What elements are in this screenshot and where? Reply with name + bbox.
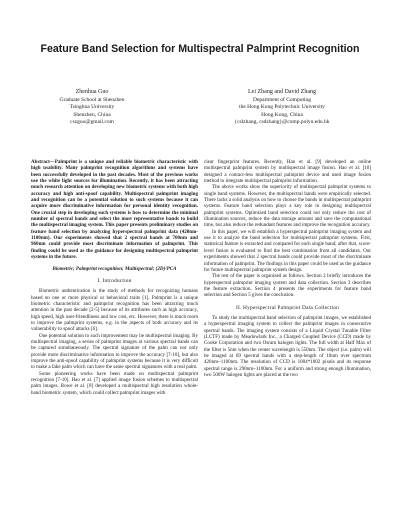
abstract: Abstract—Palmprint is a unique and reliable biometric characteristic with high usability. Many palmprint recognition algorithms and systems have been successfully developed in the past decades. Most of the previous works use the white light sources for illumination. Recently, it has been attracting much research attention on developing new biometric systems with both high accuracy and high anti-spoof capability. Multispectral palmprint imaging and recognition can be a potential solution to such systems because it can acquire more discriminative information for personal identity recognition. One crucial step in developing such systems is how to determine the minimal number of spectral bands and select the most representative bands to build the multispectral imaging system. This paper presents preliminary studies on feature band selection by analyzing hyperspectral palmprint data (420nm-1100nm). Our experiments showed that 2 spectral bands at 700nm and 960nm could provide most discriminate information of palmprint. This finding could be used as the guidance for designing multispectral palmprint systems in the future. bbox=[31, 159, 198, 261]
intro-paragraph: One potential solution to such improvement may be multispectral imaging. By multispectral imaging, a series of palmprint images at various spectral bands can be captured simultaneously. The spectral signature of the palm can not only provide more discriminative information to improve the accuracy [7-10], but also improve the anti-spoof capability of palmprint systems because it is very difficult to make a fake palm which can have the same spectral signatures with a real palm. bbox=[31, 332, 198, 371]
author-affiliation: Tsinghua University bbox=[69, 104, 115, 111]
author-location: Hong Kong, China bbox=[261, 111, 303, 118]
section-heading-data-collection: II. Hyperspectral Palmprint Data Collection bbox=[235, 304, 340, 311]
intro-paragraph: Some pioneering works have been made on multispectral palmprint recognition [7-10]. Hao et al. [7] applied image fusion schemes to multispectral palm images. Rowe et al. [8] developed a multispectral high resolution whole-hand biometric system, which could collect palmprint images with bbox=[31, 370, 198, 396]
author-affiliation: Department of Computing bbox=[252, 96, 312, 103]
author-name: Lei Zhang and David Zhang bbox=[248, 89, 316, 95]
author-location: Shenzhen, China bbox=[73, 111, 111, 118]
right-column bbox=[204, 159, 371, 378]
author-block-right bbox=[207, 89, 357, 127]
paper-title: Feature Band Selection for Multispectral Palmprint Recognition bbox=[40, 43, 360, 55]
author-email: {cslzhang, csdzhang}@comp.polyu.edu.hk bbox=[234, 119, 330, 126]
body-paragraph: The above works show the superiority of multispectral palmprint systems to single band systems. However, the multispectral bands were empirically selected. There lacks a solid analysis on how to choose the bands in multispectral palmprint systems. Feature band selection plays a key role in designing multispectral palmprint systems. Optimized band selection could not only reduce the cost of illumination sources, reduce the data storage amount and save the computational time, but also reduce the redundant features and improve the recognition accuracy. bbox=[204, 184, 371, 229]
left-column bbox=[31, 159, 198, 396]
body-paragraph: clear fingerprint features. Recently, Han et al. [9] developed an online multispectral palmprint system by multispectral image fusion. Hao et al. [10] designed a contact-less multispectral palmprint device and used image fusion method to integrate multispectral palmprint information. bbox=[204, 159, 371, 185]
body-paragraph: The rest of the paper is organized as follows. Section 2 briefly introduces the hyperspectral palmprint imaging system and data collection. Section 3 describes the feature extraction. Section 4 presents the experiments for feature band selection and Section 5 gives the conclusion. bbox=[204, 273, 371, 299]
intro-paragraph: Biometric authentication is the study of methods for recognizing humans based on one or more physical or behavioral traits [1]. Palmprint is a unique biometric characteristic and palmprint recognition has been attracting much attention in the past decade [2-5] because of its attributes such as high accuracy, high speed, high user-friendliness and low cost, etc. However, there is much room to improve the palmprint systems, e.g. in the aspects of both accuracy and its vulnerability to spoof attacks [6]. bbox=[31, 288, 198, 333]
author-block-left bbox=[17, 89, 167, 127]
keywords: Biometric; Palmprint recognition; Multispectral; (2D)²PCA bbox=[52, 265, 177, 272]
section-heading-introduction: I. Introduction bbox=[97, 277, 132, 284]
author-name: Zhenhua Guo bbox=[75, 89, 109, 95]
author-affiliation: the Hong Kong Polytechnic University bbox=[239, 104, 325, 111]
body-paragraph: To study the multispectral band selection of palmprint images, we established a hyperspectral imaging system to collect the palmprint images in consecutive spectral bands. The imaging system consists of a Liquid Crystal Tunable Filter (LCTF) made by Meadowlark Inc., a Charged Coupled Device (CCD) made by Cooke Corporation and two Osram halogen lights. The full width at Half Max of the filter is 5nm when the center wavelength is 550nm. The object (i.e. palm) will be imaged at 69 spectral bands with a step-length of 10nm over spectrum 420nm~1100nm. The resolution of CCD is 1004*1002 pixels and its response spectral range is 290nm~1100nm. For a uniform and strong enough illumination, two 500W halogen lights are placed at the two bbox=[204, 314, 371, 378]
author-affiliation: Graduate School at Shenzhen bbox=[59, 96, 125, 103]
body-paragraph: In this paper, we will establish a hyperspectral palmprint imaging system and use it to analyze the band selection for multispectral palmprint systems. First, statistical feature is extracted and compared for each single band; after that, score-level fusion is evaluated to find the best combination from all candidates. Our experiments showed that 2 spectral bands could provide most of the discriminate information of palmprint. The findings in this paper could be used as the guidance for future multispectral palmprint system design. bbox=[204, 228, 371, 273]
author-email: cszguo@gmail.com bbox=[70, 119, 114, 126]
